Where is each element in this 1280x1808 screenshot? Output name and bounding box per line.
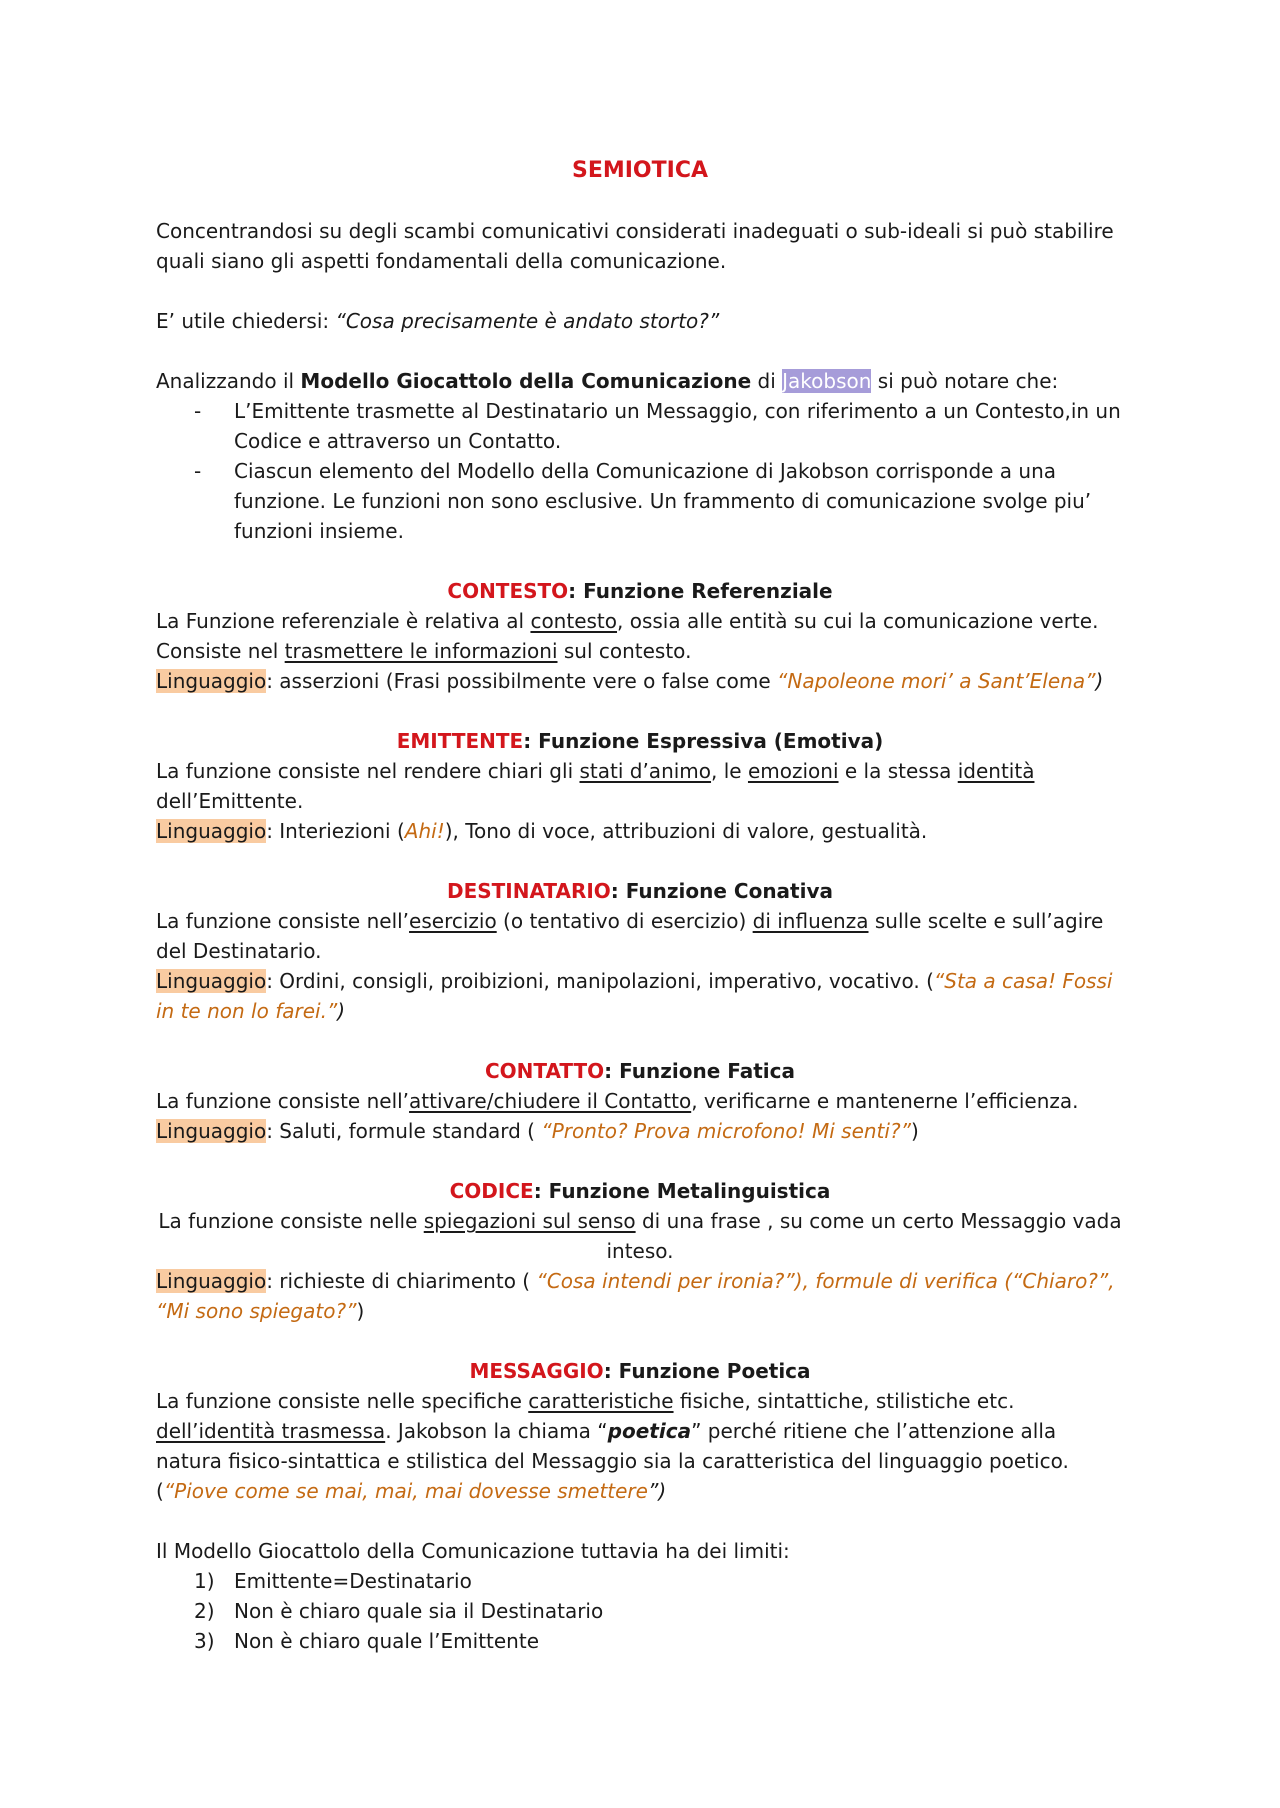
messaggio-text: La funzione consiste nelle specifiche caratteristiche fisiche, sintattiche, stilistiche etc. dell’identità trasmessa. Jakobson la chiama “poetica” perché ritiene che l’attenzione alla natura fisico-sintattica e stilistica del Messaggio sia la caratteristica del linguaggio poetico. [156,1389,1069,1473]
section-heading-destinatario: DESTINATARIO: Funzione Conativa [446,879,834,903]
linguaggio-label: Linguaggio [156,669,267,693]
analysis-bullet-list [156,396,1124,546]
intro-paragraph: Concentrandosi su degli scambi comunicativi considerati inadeguati o sub-ideali si può stabilire quali siano gli aspetti fondamentali della comunicazione. [156,219,1114,273]
linguaggio-label: Linguaggio [156,1119,267,1143]
linguaggio-label: Linguaggio [156,969,267,993]
contesto-line-2: Consiste nel trasmettere le informazioni sul contesto. [156,639,692,663]
list-item: 2) Non è chiaro quale sia il Destinatario [194,1599,604,1623]
list-item: - L’Emittente trasmette al Destinatario un Messaggio, con riferimento a un Contesto,in un Codice e attraverso un Contatto. [234,396,1124,456]
destinatario-linguaggio: Linguaggio: Ordini, consigli, proibizioni, manipolazioni, imperativo, vocativo. (“Sta a casa! Fossi in te non lo farei.”) [156,969,1113,1023]
list-item: - Ciascun elemento del Modello della Comunicazione di Jakobson corrisponde a una funzione. Le funzioni non sono esclusive. Un frammento di comunicazione svolge piu’ funzioni insieme. [234,456,1124,546]
limits-list [156,1566,1124,1656]
question-paragraph: E’ utile chiedersi: “Cosa precisamente è andato storto?” [156,309,720,333]
section-heading-contatto: CONTATTO: Funzione Fatica [484,1059,796,1083]
section-heading-contesto: CONTESTO: Funzione Referenziale [447,579,833,603]
contesto-line-1: La Funzione referenziale è relativa al contesto, ossia alle entità su cui la comunicazione verte. [156,609,1099,633]
section-heading-codice: CODICE: Funzione Metalinguistica [449,1179,831,1203]
contatto-linguaggio: Linguaggio: Saluti, formule standard ( “Pronto? Prova microfono! Mi senti?”) [156,1119,919,1143]
model-name: Modello Giocattolo della Comunicazione [300,369,752,393]
messaggio-example: (“Piove come se mai, mai, mai dovesse smettere”) [156,1479,667,1503]
contesto-linguaggio: Linguaggio: asserzioni (Frasi possibilmente vere o false come “Napoleone mori’ a Sant’Elena”) [156,669,1104,693]
linguaggio-label: Linguaggio [156,819,267,843]
section-heading-messaggio: MESSAGGIO: Funzione Poetica [469,1359,811,1383]
section-heading-emittente: EMITTENTE: Funzione Espressiva (Emotiva) [396,729,884,753]
emittente-text: La funzione consiste nel rendere chiari gli stati d’animo, le emozioni e la stessa identità dell’Emittente. [156,759,1035,813]
limits-intro: Il Modello Giocattolo della Comunicazione tuttavia ha dei limiti: [156,1539,790,1563]
jakobson-highlight: Jakobson [782,369,872,393]
linguaggio-label: Linguaggio [156,1269,267,1293]
question-quote: “Cosa precisamente è andato storto?” [335,309,720,333]
emittente-linguaggio: Linguaggio: Interiezioni (Ahi!), Tono di voce, attribuzioni di valore, gestualità. [156,819,928,843]
list-item: 3) Non è chiaro quale l’Emittente [194,1629,539,1653]
codice-linguaggio: Linguaggio: richieste di chiarimento ( “Cosa intendi per ironia?”), formule di verifica (“Chiaro?”, “Mi sono spiegato?”) [156,1269,1115,1323]
list-item: 1) Emittente=Destinatario [194,1569,472,1593]
destinatario-text: La funzione consiste nell’esercizio (o tentativo di esercizio) di influenza sulle scelte e sull’agire del Destinatario. [156,909,1104,963]
codice-text: La funzione consiste nelle spiegazioni sul senso di una frase , su come un certo Messaggio vada inteso. [158,1209,1122,1263]
analysis-paragraph: Analizzando il Modello Giocattolo della Comunicazione di Jakobson si può notare che: [156,369,1059,393]
contatto-text: La funzione consiste nell’attivare/chiudere il Contatto, verificarne e mantenerne l’efficienza. [156,1089,1079,1113]
page-title: SEMIOTICA [571,158,709,183]
